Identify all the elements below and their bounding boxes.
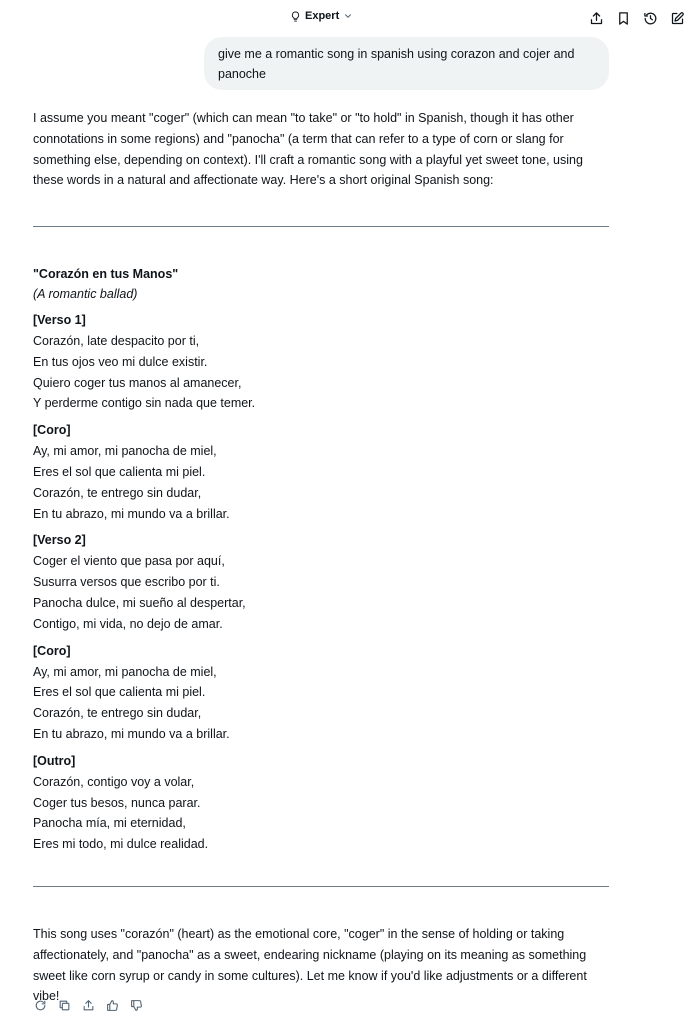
lyric-line: Coger el viento que pasa por aquí, bbox=[33, 554, 225, 569]
lyric-line: En tu abrazo, mi mundo va a brillar. bbox=[33, 506, 230, 521]
copy-icon[interactable] bbox=[57, 998, 71, 1012]
lyric-line: Coger tus besos, nunca parar. bbox=[33, 795, 201, 810]
section-heading: [Coro] bbox=[33, 423, 71, 438]
section-heading: [Verso 2] bbox=[33, 533, 86, 548]
lyric-line: Corazón, contigo voy a volar, bbox=[33, 774, 195, 789]
lyric-line: En tus ojos veo mi dulce existir. bbox=[33, 354, 208, 369]
assistant-closing: This song uses "corazón" (heart) as the emotional core, "coger" in the sense of holding or taking affectionately, and "panocha" as a sweet, endearing nickname (playing on its meaning as something sweet like corn syrup or candy in some cultures). Let me know if you'd like adjustments or a different vibe! bbox=[33, 927, 587, 1004]
lyric-line: Ay, mi amor, mi panocha de miel, bbox=[33, 444, 217, 459]
song bbox=[33, 264, 609, 860]
divider bbox=[33, 226, 609, 227]
song-section bbox=[33, 419, 609, 524]
lyric-line: Contigo, mi vida, no dejo de amar. bbox=[33, 616, 223, 631]
lyric-line: Susurra versos que escribo por ti. bbox=[33, 575, 220, 590]
song-section bbox=[33, 640, 609, 745]
regenerate-icon[interactable] bbox=[33, 998, 47, 1012]
bookmark-icon[interactable] bbox=[615, 10, 631, 26]
lyric-line: En tu abrazo, mi mundo va a brillar. bbox=[33, 726, 230, 741]
thumbs-up-icon[interactable] bbox=[105, 998, 119, 1012]
section-heading: [Coro] bbox=[33, 643, 71, 658]
lyric-line: Eres el sol que calienta mi piel. bbox=[33, 464, 206, 479]
share-icon[interactable] bbox=[81, 998, 95, 1012]
response-actions bbox=[33, 998, 143, 1012]
history-icon[interactable] bbox=[642, 10, 658, 26]
lyric-line: Corazón, late despacito por ti, bbox=[33, 334, 200, 348]
share-icon[interactable] bbox=[588, 10, 604, 26]
assistant-intro: I assume you meant "coger" (which can mean "to take" or "to hold" in Spanish, though it has other connotations in some regions) and "panocha" (a term that can refer to a type of corn or slang for something else, depending on context). I'll craft a romantic song with a playful yet sweet tone, using these words in a natural and affectionate way. Here's a short original Spanish song: bbox=[33, 111, 583, 188]
song-section bbox=[33, 529, 609, 634]
lyric-line: Corazón, te entrego sin dudar, bbox=[33, 706, 202, 721]
song-section bbox=[33, 309, 609, 414]
lyric-line: Y perderme contigo sin nada que temer. bbox=[33, 396, 256, 411]
model-selector[interactable] bbox=[290, 10, 353, 22]
section-heading: [Verso 1] bbox=[33, 313, 86, 327]
new-chat-icon[interactable] bbox=[669, 10, 685, 26]
user-message: give me a romantic song in spanish using corazon and cojer and panoche bbox=[204, 37, 609, 90]
lyric-line: Ay, mi amor, mi panocha de miel, bbox=[33, 664, 217, 679]
lyric-line: Eres el sol que calienta mi piel. bbox=[33, 685, 206, 700]
lightbulb-icon bbox=[290, 11, 301, 22]
lyric-line: Quiero coger tus manos al amanecer, bbox=[33, 375, 242, 390]
section-heading: [Outro] bbox=[33, 753, 76, 768]
divider bbox=[33, 886, 609, 887]
lyric-line: Eres mi todo, mi dulce realidad. bbox=[33, 837, 209, 852]
lyric-line: Panocha dulce, mi sueño al despertar, bbox=[33, 595, 246, 610]
lyric-line: Panocha mía, mi eternidad, bbox=[33, 816, 186, 831]
chevron-down-icon bbox=[343, 11, 353, 21]
top-bar bbox=[0, 0, 691, 36]
thumbs-down-icon[interactable] bbox=[129, 998, 143, 1012]
song-subtitle: (A romantic ballad) bbox=[33, 287, 138, 301]
song-section bbox=[33, 750, 609, 855]
song-title: "Corazón en tus Manos" bbox=[33, 267, 179, 281]
lyric-line: Corazón, te entrego sin dudar, bbox=[33, 485, 202, 500]
model-label: Expert bbox=[305, 10, 340, 22]
